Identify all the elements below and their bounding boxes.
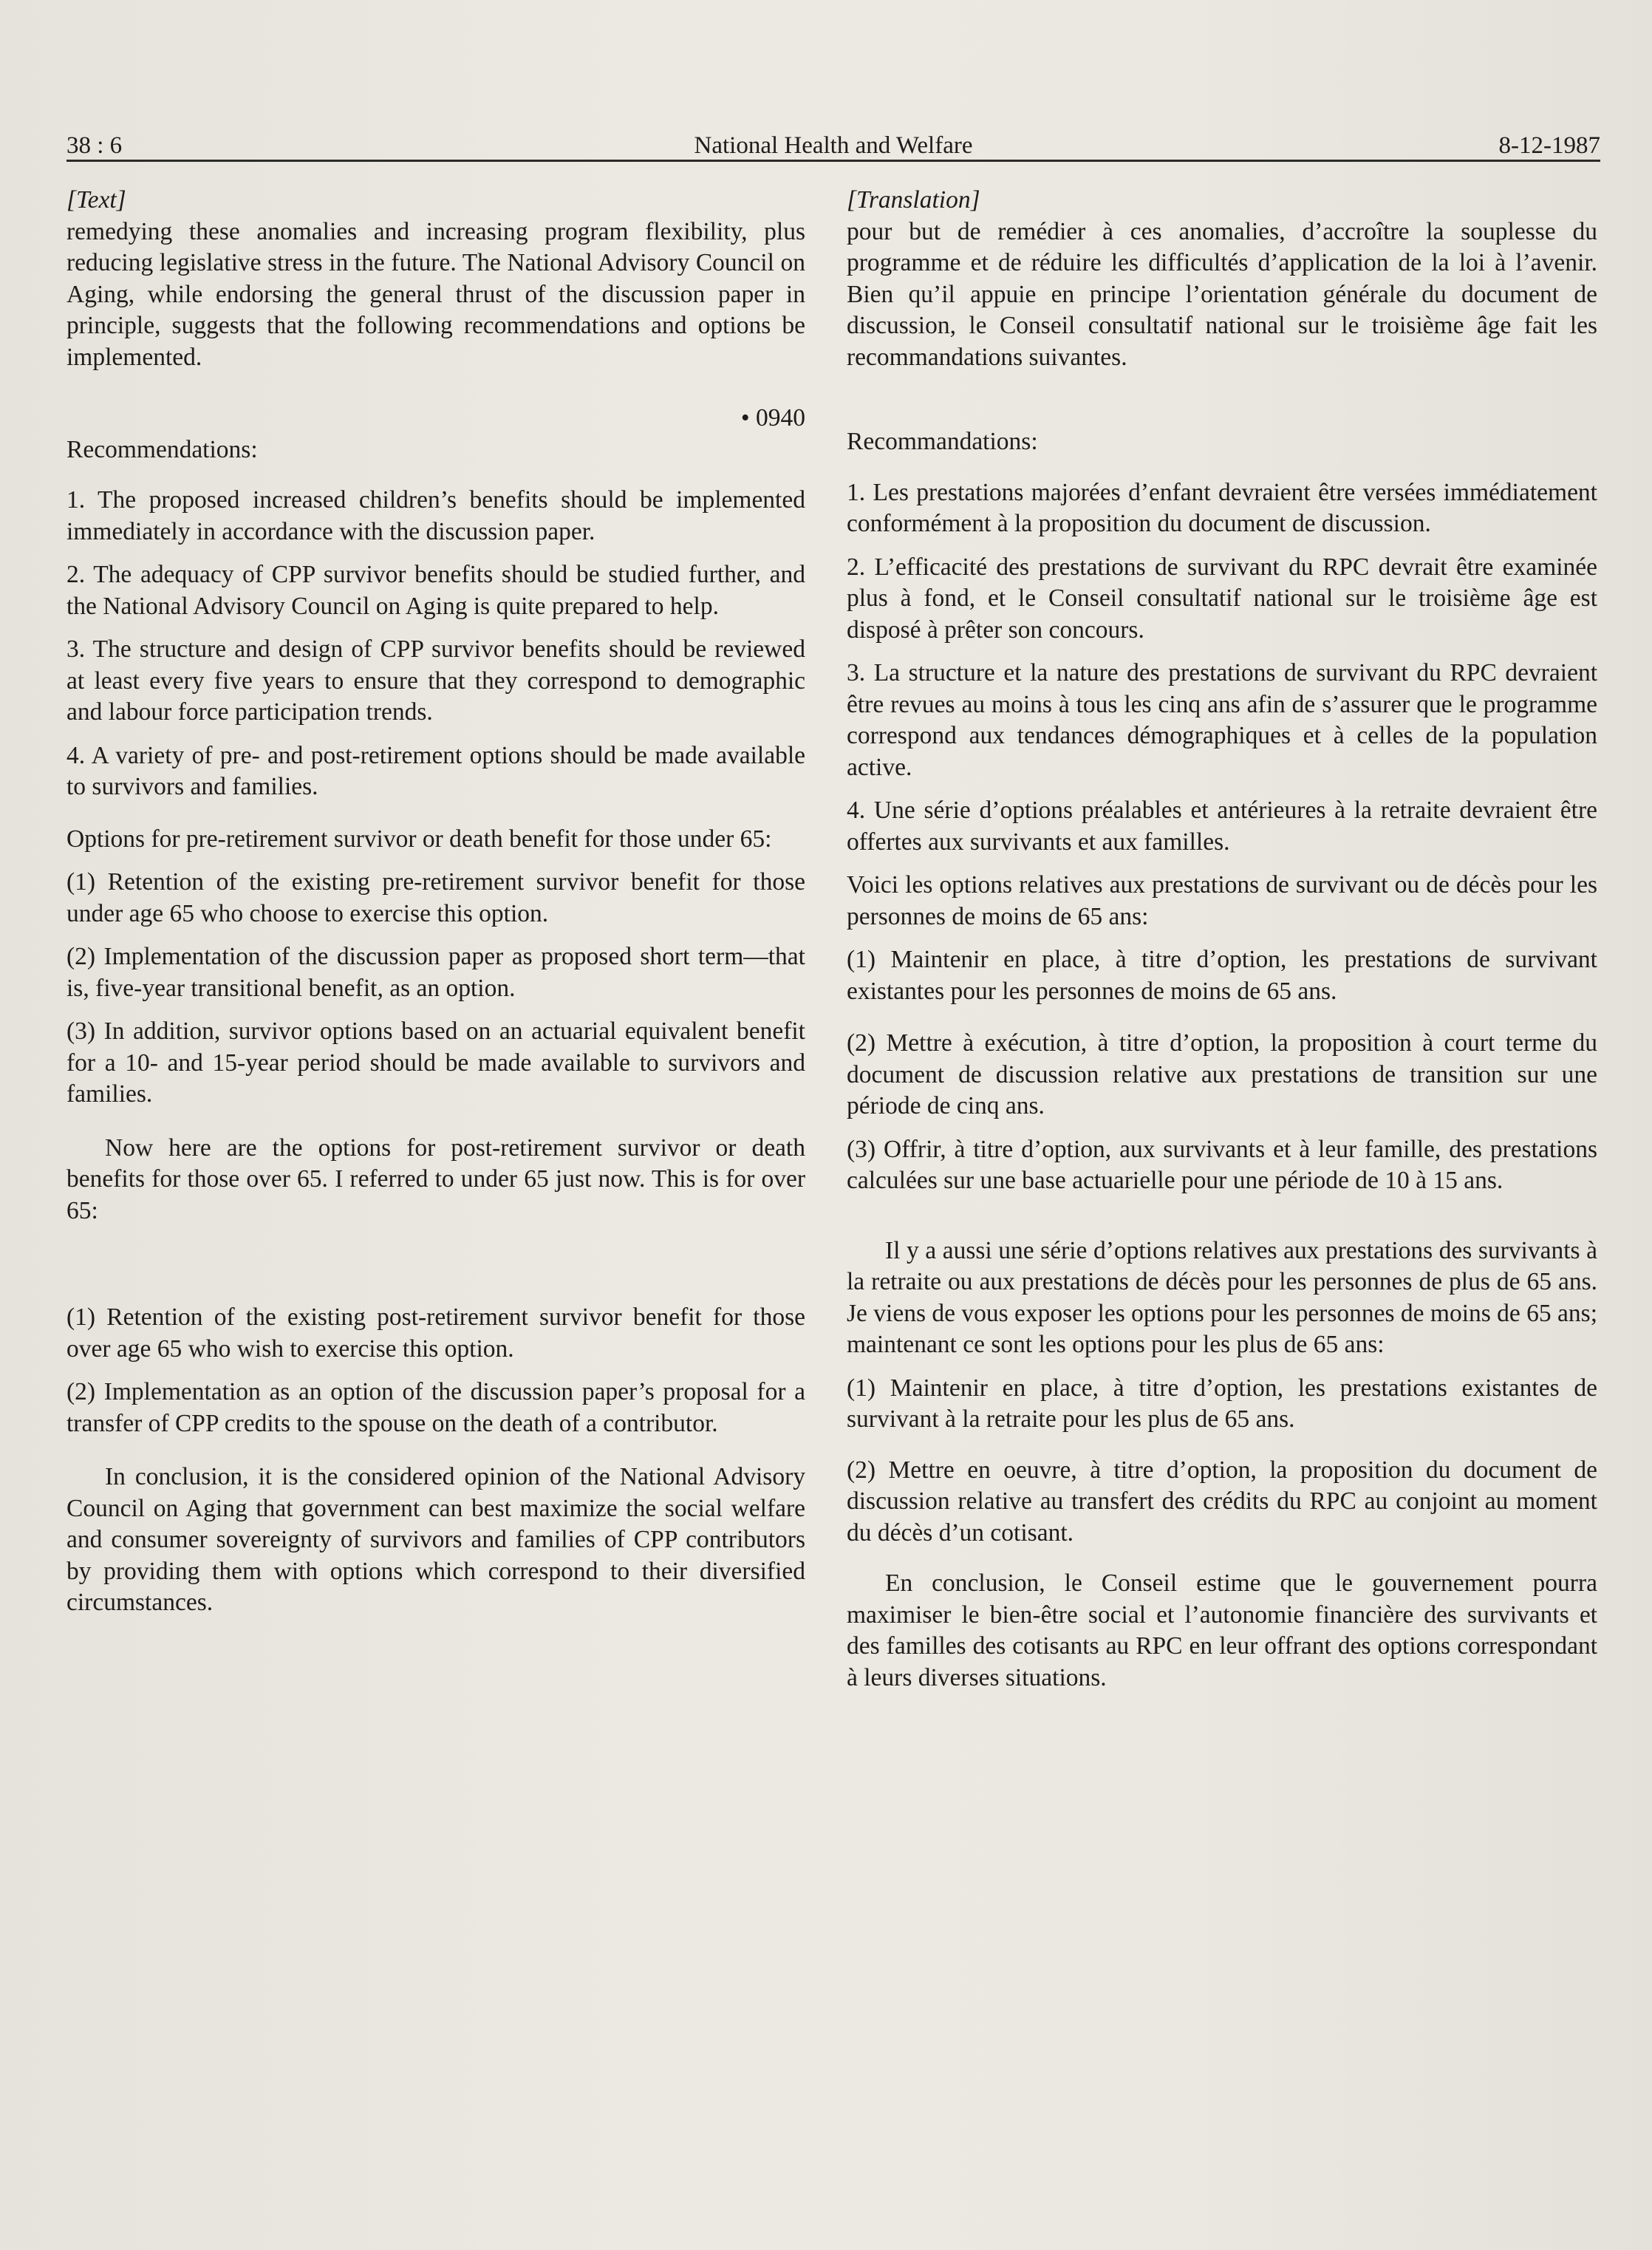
pre-retirement-option-2-fr: (2) Mettre à exécution, à titre d’option, la proposition à court terme du document de discussion relative aux prestations de transition sur une période de cinq ans. — [847, 1029, 1597, 1119]
publication-title: National Health and Welfare — [694, 132, 973, 159]
recommendation-2-fr: 2. L’efficacité des prestations de survivant du RPC devrait être examinée plus à fond, et le Conseil consultatif national sur le troisième âge est disposé à prêter son concours. — [847, 553, 1597, 644]
post-retirement-option-2-fr: (2) Mettre en oeuvre, à titre d’option, la proposition du document de discussion relative au transfert des crédits du RPC au conjoint au moment du décès d’un cotisant. — [847, 1456, 1597, 1547]
recommendations-heading: Recommendations: — [66, 435, 258, 463]
pre-retirement-option-2: (2) Implementation of the discussion paper as proposed short term—that is, five-year transitional benefit, as an option. — [66, 943, 805, 1002]
recommendation-1-fr: 1. Les prestations majorées d’enfant devraient être versées immédiatement conformément à la proposition du document de discussion. — [847, 478, 1597, 537]
pre-retirement-heading: Options for pre-retirement survivor or death benefit for those under 65: — [66, 825, 772, 853]
pre-retirement-heading-fr: Voici les options relatives aux prestations de survivant ou de décès pour les personnes de moins de 65 ans: — [847, 871, 1597, 930]
text-label: [Text] — [66, 186, 126, 214]
intro-paragraph: remedying these anomalies and increasing program flexibility, plus reducing legislative stress in the future. The National Advisory Council on Aging, while endorsing the general thrust of the discussion paper in principle, suggests that the following recommendations and options be implemented. — [66, 217, 805, 371]
pre-retirement-option-3: (3) In addition, survivor options based on an actuarial equivalent benefit for a 10- and 15-year period should be made available to survivors and families. — [66, 1017, 805, 1108]
recommendation-3-fr: 3. La structure et la nature des prestations de survivant du RPC devraient être revues au moins à tous les cinq ans afin de s’assurer que le programme correspond aux tendances démographiques et à celles de la population active. — [847, 659, 1597, 781]
french-column — [847, 185, 1597, 1705]
translation-label: [Translation] — [847, 186, 980, 214]
conclusion-paragraph: In conclusion, it is the considered opinion of the National Advisory Council on Aging that government can best maximize the social welfare and consumer sovereignty of survivors and families of CPP contributors by providing them with options which correspond to their diversified circumstances. — [66, 1463, 805, 1616]
recommendation-1: 1. The proposed increased children’s benefits should be implemented immediately in accordance with the discussion paper. — [66, 486, 805, 545]
english-column — [66, 185, 805, 1631]
pre-retirement-option-1-fr: (1) Maintenir en place, à titre d’option, les prestations de survivant existantes pour les personnes de moins de 65 ans. — [847, 946, 1597, 1005]
post-retirement-intro: Now here are the options for post-retirement survivor or death benefits for those over 65. I referred to under 65 just now. This is for over 65: — [66, 1133, 805, 1224]
header-rule — [66, 160, 1600, 162]
pre-retirement-option-1: (1) Retention of the existing pre-retirement survivor benefit for those under age 65 who choose to exercise this option. — [66, 868, 805, 927]
intro-paragraph-fr: pour but de remédier à ces anomalies, d’accroître la souplesse du programme et de réduire les difficultés d’application de la loi à l’avenir. Bien qu’il appuie en principe l’orientation générale du document de discussion, le Conseil consultatif national sur le troisième âge fait les recommandations suivantes. — [847, 217, 1597, 371]
page-header — [66, 124, 1600, 160]
page-number: 38 : 6 — [66, 132, 123, 159]
post-retirement-intro-fr: Il y a aussi une série d’options relatives aux prestations des survivants à la retraite ou aux prestations de décès pour les personnes de plus de 65 ans. Je viens de vous exposer les options pour les personnes de moins de 65 ans; maintenant ce sont les options pour les plus de 65 ans: — [847, 1236, 1598, 1358]
recommendation-2: 2. The adequacy of CPP survivor benefits should be studied further, and the National Advisory Council on Aging is quite prepared to help. — [66, 561, 805, 620]
publication-date: 8-12-1987 — [1498, 132, 1600, 159]
post-retirement-option-1-fr: (1) Maintenir en place, à titre d’option, les prestations existantes de survivant à la retraite pour les plus de 65 ans. — [847, 1374, 1597, 1433]
conclusion-paragraph-fr: En conclusion, le Conseil estime que le gouvernement pourra maximiser le bien-être social et l’autonomie financière des survivants et des familles des cotisants au RPC en leur offrant des options correspondant à leurs diverses situations. — [847, 1569, 1597, 1691]
post-retirement-option-1: (1) Retention of the existing post-retirement survivor benefit for those over age 65 who wish to exercise this option. — [66, 1303, 805, 1363]
spacer — [847, 385, 1597, 426]
post-retirement-option-2: (2) Implementation as an option of the discussion paper’s proposal for a transfer of CPP credits to the spouse on the death of a contributor. — [66, 1378, 805, 1437]
recommendation-4: 4. A variety of pre- and post-retirement options should be made available to survivors and families. — [66, 741, 805, 800]
pre-retirement-option-3-fr: (3) Offrir, à titre d’option, aux survivants et à leur famille, des prestations calculées sur une base actuarielle pour une période de 10 à 15 ans. — [847, 1135, 1597, 1194]
recommendation-3: 3. The structure and design of CPP survivor benefits should be reviewed at least every five years to ensure that they correspond to demographic and labour force participation trends. — [66, 635, 805, 726]
recommendations-heading-fr: Recommandations: — [847, 428, 1038, 455]
recommendation-4-fr: 4. Une série d’options préalables et antérieures à la retraite devraient être offertes aux survivants et aux familles. — [847, 797, 1597, 856]
spacer — [66, 1238, 805, 1283]
timestamp-marker: • 0940 — [740, 404, 805, 432]
